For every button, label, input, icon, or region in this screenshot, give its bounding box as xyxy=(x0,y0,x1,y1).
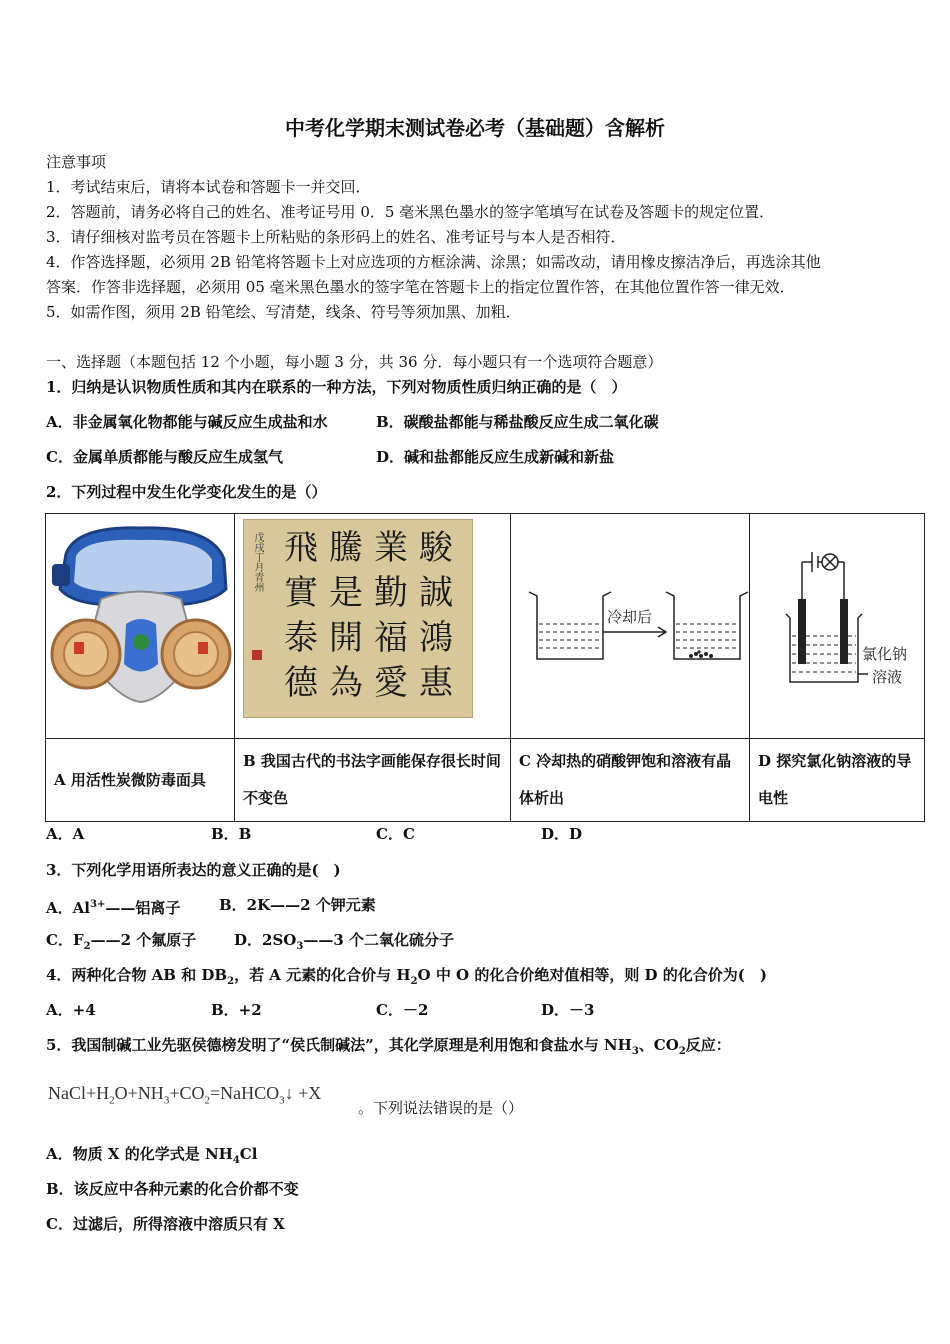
question-2-option-a: A．A xyxy=(46,825,85,843)
question-5-prompt: 。下列说法错误的是（） xyxy=(358,1099,524,1117)
question-1-option-d: D．碱和盐都能反应生成新碱和新盐 xyxy=(376,448,615,466)
calligraphy-char: 駿 xyxy=(419,528,453,568)
question-3-option-a: A．$Al^{3+}——$铝离子 xyxy=(46,899,181,917)
question-1-option-c: C．金属单质都能与酸反应生成氢气 xyxy=(46,448,283,466)
question-4-option-c: C．－2 xyxy=(376,1001,429,1019)
calligraphy-image xyxy=(235,514,511,739)
question-2-option-d: D．D xyxy=(541,825,583,843)
question-3-stem: 3．下列化学用语所表达的意义正确的是( ) xyxy=(46,861,341,879)
question-2-table xyxy=(45,513,925,822)
question-5-stem: 5．我国制碱工业先驱侯德榜发明了“侯氏制碱法”，其化学原理是利用饱和食盐水与 $NH_3$、$CO_2$反应： xyxy=(46,1036,731,1057)
reaction-equation: $NaCl+H_2O+NH_3+CO_2=NaHCO_3↓ +X$ xyxy=(48,1083,322,1107)
question-3-option-b: B．2K——2 个钾元素 xyxy=(219,896,376,914)
question-3-option-c: C．$F_2——2$ 个氟原子 xyxy=(46,931,197,952)
question-2-stem: 2．下列过程中发生化学变化发生的是（） xyxy=(46,483,327,501)
question-1-option-b: B．碳酸盐都能与稀盐酸反应生成二氧化碳 xyxy=(376,413,659,431)
calligraphy-char: 勤 xyxy=(374,573,408,613)
calligraphy-char: 飛 xyxy=(284,528,318,568)
notice-item: 1．考试结束后，请将本试卷和答题卡一并交回． xyxy=(46,178,371,196)
solution-label-line1: 氯化钠 xyxy=(862,645,908,663)
question-1-option-a: A．非金属氧化物都能与碱反应生成盐和水 xyxy=(46,413,328,431)
page-title: 中考化学期末测试卷必考（基础题）含解析 xyxy=(285,116,665,140)
calligraphy-char: 德 xyxy=(284,663,318,703)
calligraphy-char: 騰 xyxy=(329,528,363,568)
calligraphy-char: 惠 xyxy=(419,663,453,703)
question-4-stem: 4．两种化合物 AB 和 $DB_2$，若 A 元素的化合价与 $H_2O$ 中 O 的化合价绝对值相等，则 D 的化合价为( ) xyxy=(46,966,767,987)
calligraphy-char: 為 xyxy=(329,663,363,703)
notice-item: 3．请仔细核对监考员在答题卡上所粘贴的条形码上的姓名、准考证号与本人是否相符． xyxy=(46,228,626,246)
notice-item: 2．答题前，请务必将自己的姓名、准考证号用 0．5 毫米黑色墨水的签字笔填写在试卷及答题卡的规定位置． xyxy=(46,203,775,221)
caption-a: A 用活性炭微防毒面具 xyxy=(46,739,235,822)
caption-c: C 冷却热的硝酸钾饱和溶液有晶体析出 xyxy=(511,739,750,822)
notice-item: 4．作答选择题，必须用 2B 铅笔将答题卡上对应选项的方框涂满、涂黑；如需改动，请用橡皮擦洁净后，再选涂其他 xyxy=(46,253,821,271)
question-2-option-c: C．C xyxy=(376,825,415,843)
conductivity-diagram xyxy=(750,514,925,739)
question-4-option-b: B．+2 xyxy=(211,1001,262,1019)
calligraphy-scroll xyxy=(243,519,473,718)
gas-mask-image xyxy=(46,514,235,739)
calligraphy-char: 開 xyxy=(329,618,363,658)
notice-item: 答案．作答非选择题，必须用 05 毫米黑色墨水的签字笔在答题卡上的指定位置作答，在其他位置作答一律无效． xyxy=(46,278,795,296)
section-heading: 一、选择题（本题包括 12 个小题，每小题 3 分，共 36 分．每小题只有一个选项符合题意） xyxy=(46,353,663,371)
caption-d: D 探究氯化钠溶液的导电性 xyxy=(750,739,925,822)
calligraphy-inscription: 戊戌丁月青州 xyxy=(252,532,263,592)
notice-heading: 注意事项 xyxy=(46,153,107,171)
calligraphy-char: 福 xyxy=(374,618,408,658)
question-4-option-a: A．+4 xyxy=(46,1001,96,1019)
question-5-option-a: A．物质 X 的化学式是 $NH_4Cl$ xyxy=(46,1145,258,1166)
seal-stamp xyxy=(252,650,262,660)
beaker-cooling-diagram xyxy=(511,514,749,734)
question-3-option-d: D．$2SO_3——3$ 个二氧化硫分子 xyxy=(234,931,454,952)
calligraphy-text xyxy=(284,528,464,710)
gas-mask-icon xyxy=(46,514,234,734)
conductivity-apparatus xyxy=(750,514,924,734)
question-5-option-b: B．该反应中各种元素的化合价都不变 xyxy=(46,1180,299,1198)
calligraphy-char: 誠 xyxy=(419,573,453,613)
caption-b: B 我国古代的书法字画能保存很长时间不变色 xyxy=(235,739,511,822)
cooling-label: 冷却后 xyxy=(607,608,653,626)
question-2-option-b: B．B xyxy=(211,825,252,843)
question-5-option-c: C．过滤后，所得溶液中溶质只有 X xyxy=(46,1215,285,1233)
calligraphy-char: 鴻 xyxy=(419,618,453,658)
calligraphy-char: 業 xyxy=(374,528,408,568)
notice-item: 5．如需作图，须用 2B 铅笔绘、写清楚，线条、符号等须加黑、加粗． xyxy=(46,303,521,321)
calligraphy-char: 愛 xyxy=(374,663,408,703)
question-1-stem: 1．归纳是认识物质性质和其内在联系的一种方法，下列对物质性质归纳正确的是（ ） xyxy=(46,378,627,396)
calligraphy-char: 泰 xyxy=(284,618,318,658)
calligraphy-char: 實 xyxy=(284,573,318,613)
beaker-diagram xyxy=(511,514,750,739)
calligraphy-char: 是 xyxy=(329,573,363,613)
solution-label-line2: 溶液 xyxy=(872,668,903,686)
question-4-option-d: D．－3 xyxy=(541,1001,595,1019)
